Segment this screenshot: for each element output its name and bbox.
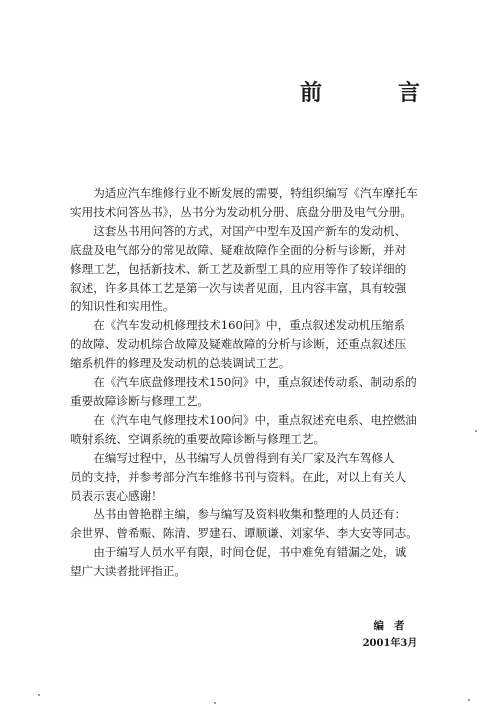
text-line: 在《汽车底盘修理技术150问》中，重点叙述传动系、制动系的 (70, 375, 417, 390)
title-char-1: 前 (300, 80, 323, 106)
paragraph (70, 222, 428, 317)
text-line: 在编写过程中，丛书编写人员曾得到有关厂家及汽车驾修人 (70, 450, 395, 465)
text-line: 丛书由曾艳群主编，参与编写及资料收集和整理的人员还有： (70, 507, 407, 522)
text-line: 望广大读者批评指正。 (70, 564, 186, 579)
text-line: 重要故障诊断与修理工艺。 (70, 393, 210, 408)
text-line: 这套丛书用问答的方式，对国产中型车及国产新车的发动机、 (70, 223, 407, 238)
text-line: 叙述，许多具体工艺是第一次与读者见面，且内容丰富，具有较强 (70, 280, 407, 295)
title-char-2: 言 (397, 80, 420, 106)
paragraph (70, 316, 428, 373)
scan-speck (214, 702, 216, 704)
text-line: 员表示衷心感谢！ (70, 488, 163, 503)
paragraph (70, 543, 428, 581)
text-line: 在《汽车发动机修理技术160问》中，重点叙述发动机压缩系 (70, 318, 406, 333)
text-line: 的故障、发动机综合故障及疑难故障的分析与诊断，还重点叙述压 (70, 337, 407, 352)
text-line: 底盘及电气部分的常见故障、疑难故障作全面的分析与诊断，并对 (70, 242, 407, 257)
text-line: 喷射系统、空调系统的重要故障诊断与修理工艺。 (70, 431, 326, 446)
text-line: 实用技术问答丛书》，丛书分为发动机分册、底盘分册及电气分册。 (70, 204, 413, 219)
paragraph (70, 411, 428, 449)
signature-date: 2001年3月 (362, 638, 418, 649)
text-line: 修理工艺，包括新技术、新工艺及新型工具的应用等作了较详细的 (70, 261, 407, 276)
text-line: 为适应汽车维修行业不断发展的需要，特组织编写《汽车摩托车 (70, 186, 418, 200)
preface-body (70, 184, 428, 581)
paragraph (70, 449, 428, 506)
text-line: 的知识性和实用性。 (70, 299, 175, 314)
signature-block (340, 617, 440, 653)
text-line: 缩系机件的修理及发动机的总装调试工艺。 (70, 356, 291, 371)
text-line: 员的支持，并参考部分汽车维修书刊与资料。在此，对以上有关人 (70, 469, 407, 484)
scan-speck (38, 694, 40, 696)
text-line: 由于编写人员水平有限，时间仓促，书中难免有错漏之处，诚 (70, 545, 407, 560)
page-title (300, 76, 420, 107)
scan-speck (475, 430, 477, 432)
paragraph (70, 373, 428, 411)
text-line: 余世界、曾希赈、陈清、罗建石、谭顺谦、刘家华、李大安等同志。 (70, 526, 418, 541)
paragraph (70, 184, 428, 222)
scan-speck (468, 699, 470, 701)
text-line: 在《汽车电气修理技术100问》中，重点叙述充电系、电控燃油 (70, 412, 417, 427)
signature-author: 编者 (373, 620, 415, 632)
paragraph (70, 505, 428, 543)
